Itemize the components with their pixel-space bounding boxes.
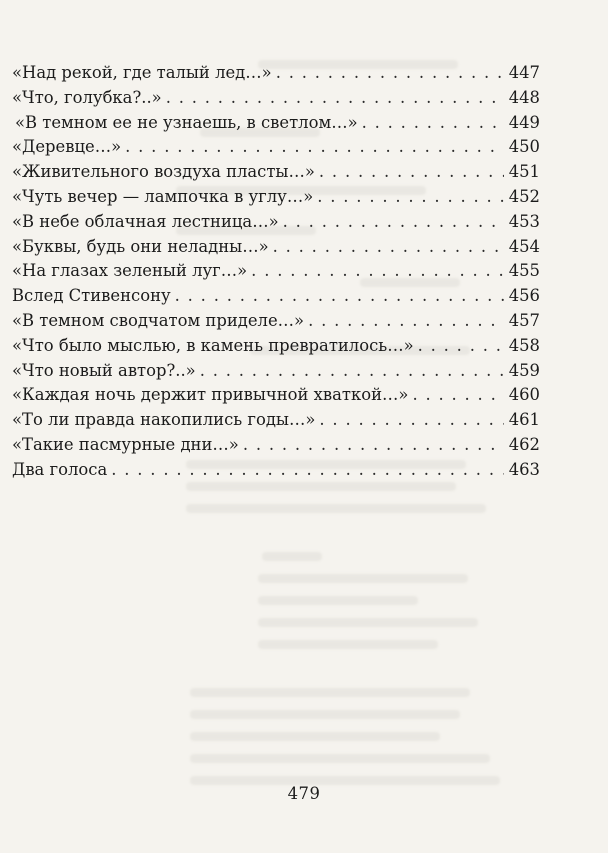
entry-page-number: 449 (508, 112, 540, 132)
entry-page-number: 454 (508, 236, 540, 256)
entry-title: «Такие пасмурные дни…» (12, 434, 239, 454)
entry-page-number: 452 (508, 186, 540, 206)
entry-title: «На глазах зеленый луг…» (12, 261, 248, 281)
dot-leader (319, 160, 504, 185)
toc-entry (12, 135, 540, 160)
toc-entry (12, 185, 540, 210)
dot-leader (418, 334, 504, 359)
entry-page-number: 450 (508, 137, 540, 157)
dot-leader (308, 309, 504, 334)
toc-entry (12, 61, 540, 86)
toc-entry (12, 259, 540, 284)
toc-entry (12, 383, 540, 408)
toc-entry (12, 359, 540, 384)
dot-leader (166, 86, 504, 111)
entry-page-number: 463 (508, 459, 540, 479)
toc-entry (12, 86, 540, 111)
dot-leader (111, 458, 504, 483)
entry-title: «Деревце…» (12, 137, 122, 157)
entry-title: «Что, голубка?..» (12, 87, 162, 107)
entry-page-number: 447 (508, 63, 540, 82)
toc-entry (12, 210, 540, 235)
table-of-contents (12, 61, 540, 483)
dot-leader (276, 61, 504, 86)
entry-title: «Чуть вечер — лампочка в углу…» (12, 186, 314, 206)
toc-entry (12, 458, 540, 483)
entry-page-number: 461 (508, 410, 540, 430)
toc-entry (12, 235, 540, 260)
toc-entry (12, 309, 540, 334)
entry-page-number: 448 (508, 87, 540, 107)
toc-entry (12, 284, 540, 309)
entry-page-number: 455 (508, 261, 540, 281)
entry-title: «Буквы, будь они неладны…» (12, 236, 269, 256)
entry-page-number: 459 (508, 360, 540, 380)
entry-title: «Что новый автор?..» (12, 360, 196, 380)
entry-title: «То ли правда накопились годы…» (12, 410, 316, 430)
entry-page-number: 457 (508, 310, 540, 330)
dot-leader (200, 359, 504, 384)
entry-title: «Над рекой, где талый лед…» (12, 63, 272, 82)
entry-page-number: 462 (508, 434, 540, 454)
entry-page-number: 451 (508, 162, 540, 182)
dot-leader (283, 210, 504, 235)
entry-title: «Живительного воздуха пласты…» (12, 162, 315, 182)
page-number: 479 (287, 784, 321, 803)
entry-title: «В темном ее не узнаешь, в светлом…» (15, 112, 358, 132)
entry-title: «Каждая ночь держит привычной хваткой…» (12, 385, 409, 405)
entry-page-number: 458 (508, 335, 540, 355)
toc-entry (12, 111, 540, 136)
dot-leader (319, 408, 504, 433)
dot-leader (125, 135, 504, 160)
toc-entry (12, 160, 540, 185)
entry-title: Вслед Стивенсону (12, 286, 171, 306)
entry-page-number: 456 (508, 286, 540, 306)
toc-entry (12, 408, 540, 433)
entry-title: «Что было мыслью, в камень превратилось…» (12, 335, 414, 355)
dot-leader (243, 433, 504, 458)
entry-title: «В небе облачная лестница…» (12, 211, 279, 231)
dot-leader (273, 235, 504, 260)
dot-leader (251, 259, 504, 284)
entry-page-number: 453 (508, 211, 540, 231)
entry-title: Два голоса (12, 459, 108, 479)
entry-page-number: 460 (508, 385, 540, 405)
entry-title: «В темном сводчатом приделе…» (12, 310, 305, 330)
dot-leader (317, 185, 504, 210)
dot-leader (362, 111, 504, 136)
toc-entry (12, 334, 540, 359)
dot-leader (175, 284, 504, 309)
toc-entry (12, 433, 540, 458)
dot-leader (412, 383, 504, 408)
